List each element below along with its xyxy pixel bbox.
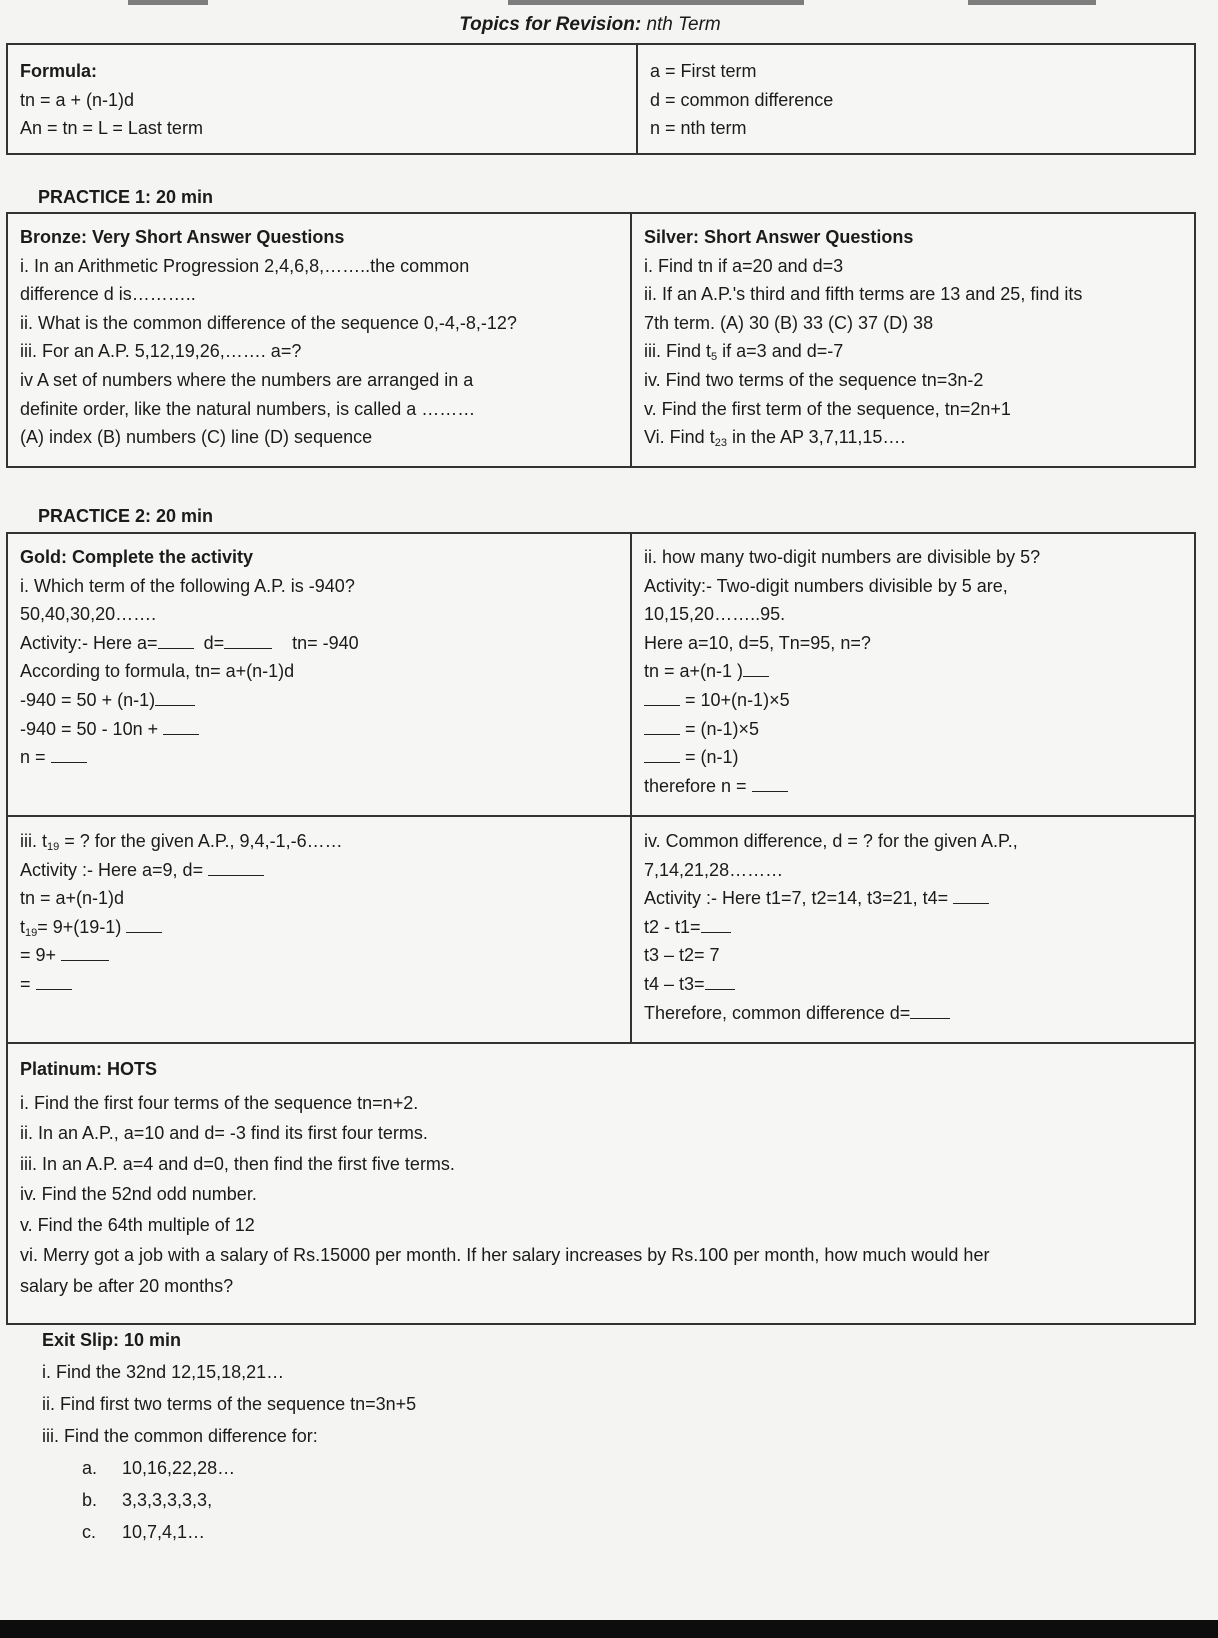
def-a: a = First term — [650, 61, 757, 81]
activity-line: $t_{19}= 9+(19-1)$ — [20, 913, 620, 942]
question-line: salary be after 20 months? — [20, 1275, 234, 1296]
activity-line: Therefore, common difference d= — [644, 999, 1188, 1028]
question-line: iv. Find the 52nd odd number. — [20, 1184, 257, 1204]
question-line: iii. In an A.P. a=4 and d=0, then find the first five terms. — [20, 1153, 455, 1174]
q2-cell — [632, 539, 1198, 800]
question-line: 7th term. (A) 30 (B) 33 (C) 37 (D) 38 — [644, 312, 934, 333]
activity-line: -940 = 50 + (n-1) — [20, 686, 620, 715]
activity-line: = 10+(n-1)×5 — [644, 686, 1188, 715]
question-line: iv. Find two terms of the sequence tn=3n-2 — [644, 369, 984, 390]
formula-cell — [8, 53, 636, 143]
question-line: ii. If an A.P.'s third and fifth terms are 13 and 25, find its — [644, 284, 1083, 305]
practice1-box — [6, 212, 1196, 468]
page-title: Topics for Revision: nth Term — [459, 14, 721, 35]
activity-line: t2 - t1= — [644, 913, 1188, 942]
question-line: ii. What is the common difference of the sequence 0,-4,-8,-12? — [20, 312, 517, 333]
practice2-heading: PRACTICE 2: 20 min — [38, 506, 214, 526]
question-line: v. Find the 64th multiple of 12 — [20, 1214, 255, 1235]
question-line: ii. In an A.P., a=10 and d= -3 find its first four terms. — [20, 1123, 428, 1143]
activity-line: Activity :- Here t1=7, t2=14, t3=21, t4= — [644, 884, 1188, 913]
question-line: iv. Common difference, d = ? for the given A.P., — [644, 831, 1018, 851]
activity-line: -940 = 50 - 10n + — [20, 715, 620, 744]
activity-line: therefore n = — [644, 772, 1188, 801]
question-line: i. Find the 32nd 12,15,18,21… — [42, 1362, 285, 1382]
question-line: 50,40,30,20……. — [20, 604, 157, 625]
question-line: definite order, like the natural numbers, is called a ……… — [20, 398, 476, 419]
q4-cell — [632, 823, 1198, 1027]
activity-line: Activity :- Here a=9, d= — [20, 856, 620, 885]
platinum-heading: Platinum: HOTS — [20, 1059, 158, 1079]
activity-line: = (n-1) — [644, 743, 1188, 772]
question-line: i. Find tn if a=20 and d=3 — [644, 255, 844, 276]
activity-line: t3 – t2= 7 — [644, 945, 720, 966]
activity-line: tn = a+(n-1)d — [20, 888, 125, 909]
formula-box — [6, 43, 1196, 155]
activity-line: tn = a+(n-1 ) — [644, 657, 1188, 686]
platinum-cell — [8, 1050, 1198, 1301]
sub-item: c. 10,7,4,1… — [82, 1522, 206, 1542]
activity-line: Activity:- Here a= d= tn= -940 — [20, 632, 359, 653]
silver-cell — [632, 219, 1198, 452]
activity-line: = (n-1)×5 — [644, 715, 1188, 744]
question-line: ii. how many two-digit numbers are divisible by 5? — [644, 547, 1041, 567]
question-line: i. In an Arithmetic Progression 2,4,6,8,……..the common — [20, 255, 470, 276]
question-line: ii. Find first two terms of the sequence tn=3n+5 — [42, 1394, 417, 1414]
activity-line: = — [20, 970, 620, 999]
practice2-box — [6, 532, 1196, 1325]
question-line: difference d is……….. — [20, 284, 196, 305]
formula-line: An = tn = L = Last term — [20, 118, 203, 139]
activity-line: = 9+ — [20, 941, 620, 970]
gold-cell — [8, 539, 630, 772]
question-line: Vi. Find $t_{23}$ in the AP 3,7,11,15…. — [644, 427, 906, 450]
question-line: vi. Merry got a job with a salary of Rs.15000 per month. If her salary increases by Rs.100 per month, how much would her — [20, 1245, 990, 1265]
sub-item: a. 10,16,22,28… — [82, 1458, 236, 1478]
activity-line: 7,14,21,28……… — [644, 859, 784, 880]
activity-line: Activity:- Two-digit numbers divisible by 5 are, — [644, 575, 1008, 596]
exit-slip — [42, 1324, 416, 1548]
bronze-cell — [8, 219, 630, 452]
q3-cell — [8, 823, 630, 999]
gold-heading: Gold: Complete the activity — [20, 547, 254, 567]
formula-defs — [638, 53, 1198, 143]
silver-heading: Silver: Short Answer Questions — [644, 227, 914, 247]
question-line: i. Find the first four terms of the sequence tn=n+2. — [20, 1092, 419, 1113]
sub-item: b. 3,3,3,3,3,3, — [82, 1490, 213, 1510]
formula-heading: Formula: — [20, 61, 98, 81]
activity-line: t4 – t3= — [644, 970, 1188, 999]
question-line: iii. $t_{19}$ = ? for the given A.P., 9,4,-1,-6…… — [20, 831, 343, 853]
activity-line: n = — [20, 743, 620, 772]
question-line: iv A set of numbers where the numbers are arranged in a — [20, 369, 474, 390]
question-line: v. Find the first term of the sequence, tn=2n+1 — [644, 398, 1011, 419]
practice1-heading: PRACTICE 1: 20 min — [38, 187, 214, 207]
question-line: (A) index (B) numbers (C) line (D) sequence — [20, 427, 373, 448]
top-strip — [0, 0, 1218, 6]
activity-line: According to formula, tn= a+(n-1)d — [20, 661, 295, 682]
exit-slip-heading: Exit Slip: 10 min — [42, 1330, 182, 1350]
def-d: d = common difference — [650, 89, 834, 110]
bottom-bar — [0, 1620, 1218, 1638]
def-n: n = nth term — [650, 118, 747, 139]
question-line: iii. Find the common difference for: — [42, 1426, 318, 1446]
activity-line: Here a=10, d=5, Tn=95, n=? — [644, 632, 871, 653]
formula-line: tn = a + (n-1)d — [20, 89, 135, 110]
activity-line: 10,15,20……..95. — [644, 604, 786, 625]
question-line: iii. Find $t_5$ if a=3 and d=-7 — [644, 341, 844, 364]
question-line: i. Which term of the following A.P. is -940? — [20, 575, 355, 596]
bronze-heading: Bronze: Very Short Answer Questions — [20, 227, 345, 247]
question-line: iii. For an A.P. 5,12,19,26,……. a=? — [20, 341, 302, 362]
